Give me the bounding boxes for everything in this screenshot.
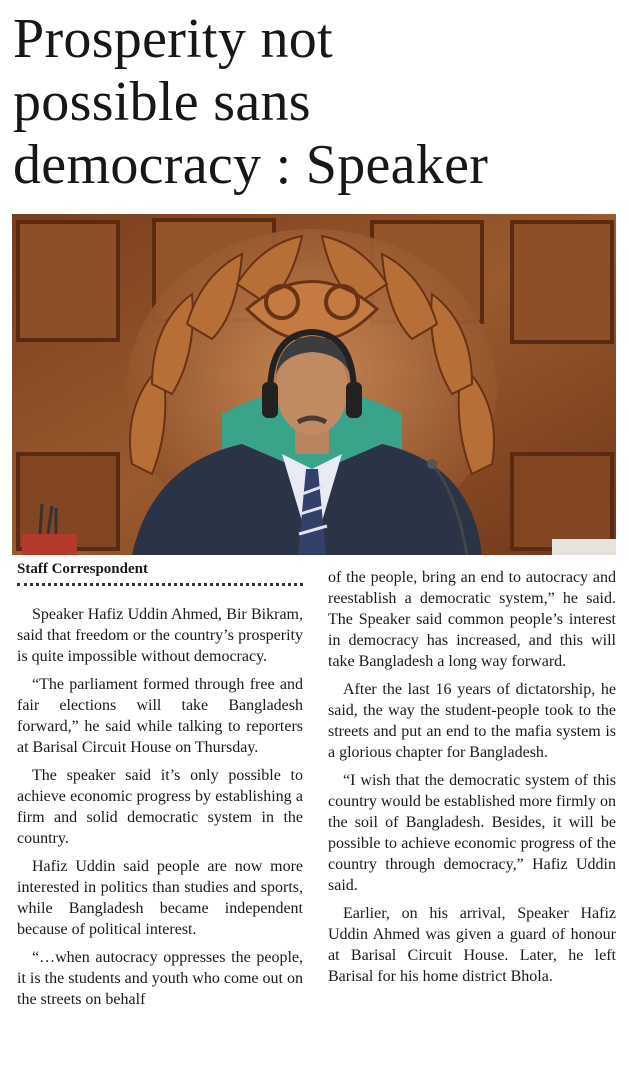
paragraph: “I wish that the democratic system of this country would be established more firmly on the soil of Bangladesh. Besides, it will be possible to achieve economic progress of the country through democracy,” Hafiz Uddin said.	[328, 772, 616, 894]
paragraph: The speaker said it’s only possible to achieve economic progress by establishing a firm and solid democratic system in the country.	[17, 767, 303, 847]
speaker-photo	[12, 214, 616, 555]
paragraph: “The parliament formed through free and fair elections will take Bangladesh forward,” he said while talking to reporters at Barisal Circuit House on Thursday.	[17, 676, 303, 756]
speaker-in-chair-photo	[12, 214, 616, 555]
byline: Staff Correspondent	[17, 561, 148, 577]
paragraph: Earlier, on his arrival, Speaker Hafiz Uddin Ahmed was given a guard of honour at Barisal Circuit House. Later, he left Barisal for his home district Bhola.	[328, 905, 616, 985]
paragraph: of the people, bring an end to autocracy and reestablish a democratic system,” he said. The Speaker said common people’s interest in democracy has increased, and this will take Bangladesh a long way forward.	[328, 569, 616, 670]
paragraph: “…when autocracy oppresses the people, it is the students and youth who come out on the streets on behalf	[17, 949, 303, 1008]
headline: Prosperity not possible sans democracy : Speaker	[13, 8, 489, 196]
article-column-1	[17, 604, 303, 1017]
paragraph: Hafiz Uddin said people are now more interested in politics than studies and sports, while Bangladesh became independent because of political interest.	[17, 858, 303, 938]
paragraph: Speaker Hafiz Uddin Ahmed, Bir Bikram, said that freedom or the country’s prosperity is quite impossible without democracy.	[17, 606, 303, 665]
byline-divider	[17, 583, 303, 586]
article-column-2	[328, 567, 616, 994]
paragraph: After the last 16 years of dictatorship, he said, the way the student-people took to the streets and put an end to the mafia system is a glorious chapter for Bangladesh.	[328, 681, 616, 761]
